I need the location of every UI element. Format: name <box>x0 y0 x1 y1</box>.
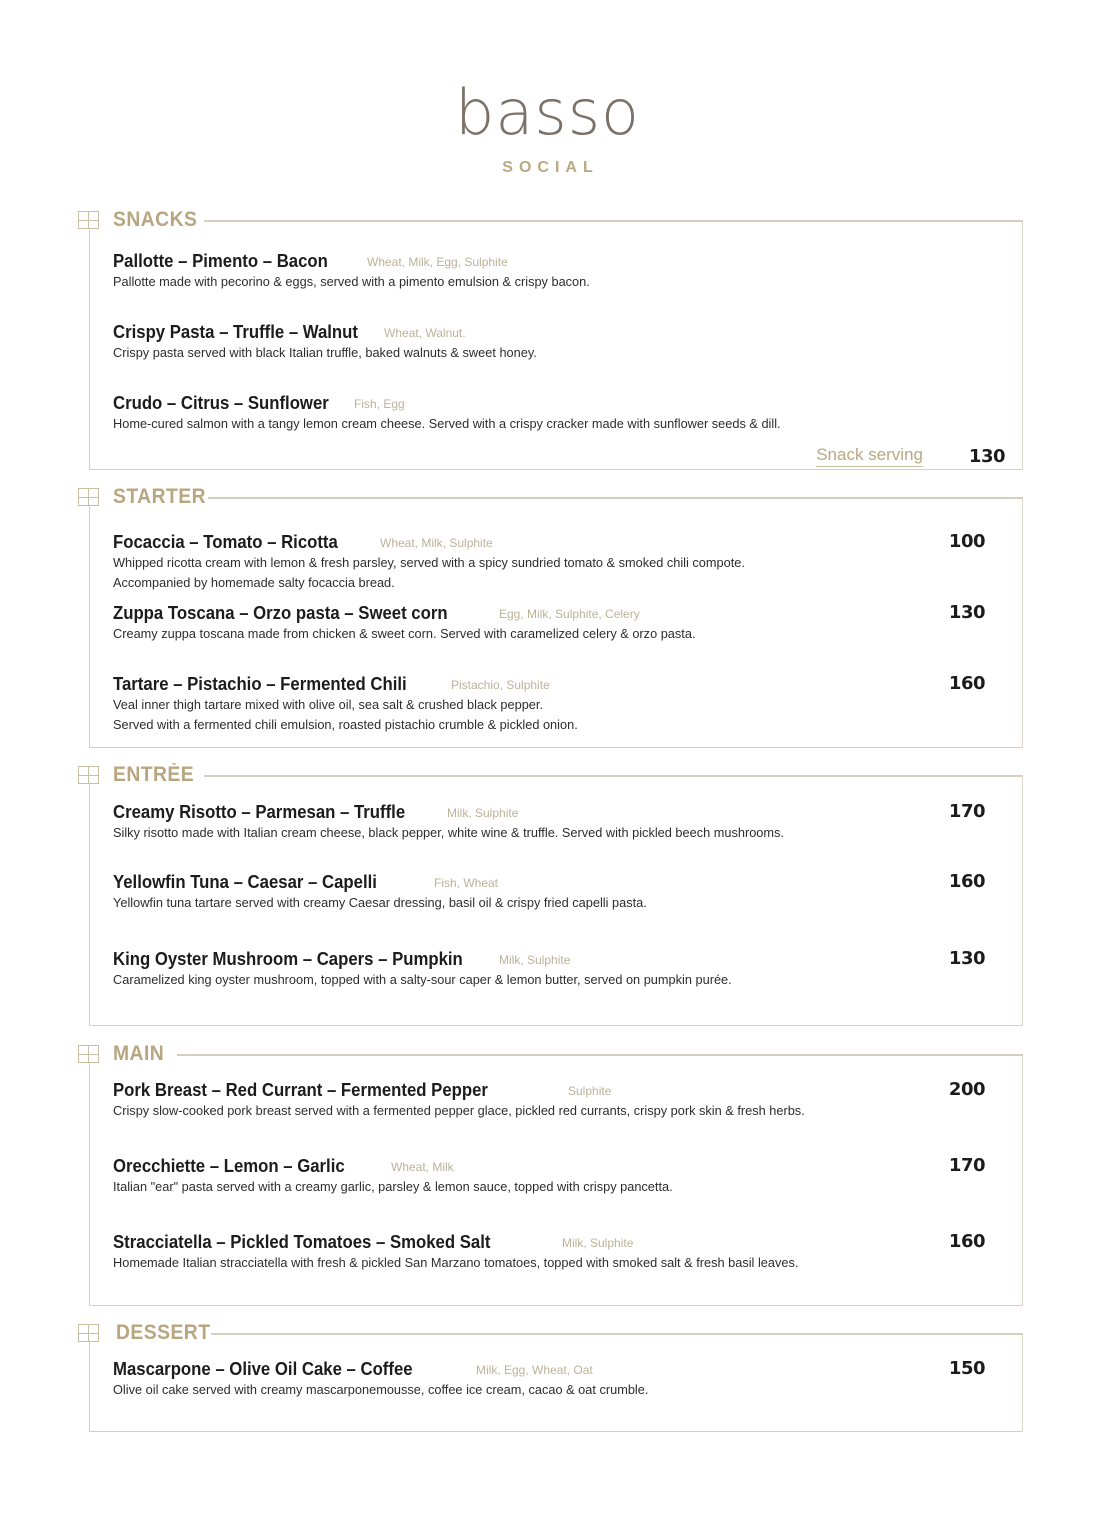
item-allergens: Egg, Milk, Sulphite, Celery <box>499 607 640 621</box>
item-price: 100 <box>948 531 985 552</box>
section-entree <box>78 763 1023 1026</box>
item-description: Accompanied by homemade salty focaccia bread. <box>113 575 395 590</box>
item-description: Silky risotto made with Italian cream cheese, black pepper, white wine & truffle. Served with pickled beech mushrooms. <box>113 825 784 840</box>
item-allergens: Milk, Egg, Wheat, Oat <box>476 1363 593 1377</box>
section-divider <box>177 1054 1023 1056</box>
item-description: Italian "ear" pasta served with a creamy garlic, parsley & lemon sauce, topped with crispy pancetta. <box>113 1179 673 1194</box>
item-name: Orecchiette – Lemon – Garlic <box>113 1156 345 1176</box>
item-name: Focaccia – Tomato – Ricotta <box>113 532 338 552</box>
grid-icon <box>78 1324 99 1342</box>
item-price: 160 <box>948 871 985 892</box>
grid-icon <box>78 766 99 784</box>
section-divider <box>204 775 1023 777</box>
item-price: 170 <box>948 1155 985 1176</box>
item-description: Crispy slow-cooked pork breast served with a fermented pepper glace, pickled red currants, crispy pork skin & fresh herbs. <box>113 1103 805 1118</box>
section-header <box>78 1321 1023 1345</box>
section-title: DESSERT <box>116 1321 211 1344</box>
item-name: Zuppa Toscana – Orzo pasta – Sweet corn <box>113 603 448 623</box>
item-allergens: Fish, Egg <box>354 397 405 411</box>
item-price: 160 <box>948 673 985 694</box>
item-allergens: Wheat, Milk <box>391 1160 454 1174</box>
section-divider <box>204 220 1023 222</box>
item-description: Whipped ricotta cream with lemon & fresh parsley, served with a spicy sundried tomato & smoked chili compote. <box>113 555 745 570</box>
menu-item <box>113 673 1013 735</box>
item-name: Creamy Risotto – Parmesan – Truffle <box>113 802 406 822</box>
menu-item <box>113 392 1013 434</box>
menu-item <box>113 871 1013 913</box>
item-name: Tartare – Pistachio – Fermented Chili <box>113 674 407 694</box>
section-main <box>78 1042 1023 1306</box>
item-description: Homemade Italian stracciatella with fresh & pickled San Marzano tomatoes, topped with smoked salt & fresh basil leaves. <box>113 1255 799 1270</box>
menu-item <box>113 948 1013 990</box>
menu-item <box>113 1358 1013 1400</box>
item-name: Stracciatella – Pickled Tomatoes – Smoked Salt <box>113 1232 491 1252</box>
item-allergens: Wheat, Walnut. <box>384 326 466 340</box>
item-allergens: Wheat, Milk, Egg, Sulphite <box>367 255 508 269</box>
item-price: 150 <box>948 1358 985 1379</box>
item-allergens: Sulphite <box>568 1084 612 1098</box>
grid-icon <box>78 488 99 506</box>
menu-item <box>113 1155 1013 1197</box>
grid-icon <box>78 211 99 229</box>
item-description: Creamy zuppa toscana made from chicken & sweet corn. Served with caramelized celery & orzo pasta. <box>113 626 696 641</box>
item-price: 160 <box>948 1231 985 1252</box>
item-name: Mascarpone – Olive Oil Cake – Coffee <box>113 1359 413 1379</box>
section-header <box>78 485 1023 509</box>
item-description: Home-cured salmon with a tangy lemon cream cheese. Served with a crispy cracker made with sunflower seeds & dill. <box>113 416 781 431</box>
item-name: Yellowfin Tuna – Caesar – Capelli <box>113 872 377 892</box>
section-dessert <box>78 1321 1023 1432</box>
item-description: Veal inner thigh tartare mixed with olive oil, sea salt & crushed black pepper. <box>113 697 543 712</box>
menu-item <box>113 602 1013 644</box>
item-description: Served with a fermented chili emulsion, roasted pistachio crumble & pickled onion. <box>113 717 578 732</box>
menu-item <box>113 321 1013 363</box>
menu-item <box>113 250 1013 292</box>
menu-item <box>113 1231 1013 1273</box>
brand-subtitle: SOCIAL <box>502 159 599 176</box>
section-divider <box>208 497 1023 499</box>
item-description: Caramelized king oyster mushroom, topped with a salty-sour caper & lemon butter, served on pumpkin purée. <box>113 972 732 987</box>
item-allergens: Wheat, Milk, Sulphite <box>380 536 493 550</box>
item-description: Pallotte made with pecorino & eggs, served with a pimento emulsion & crispy bacon. <box>113 274 590 289</box>
item-name: Crispy Pasta – Truffle – Walnut <box>113 322 358 342</box>
item-name: King Oyster Mushroom – Capers – Pumpkin <box>113 949 463 969</box>
section-title: ENTRÈE <box>113 763 195 786</box>
item-description: Yellowfin tuna tartare served with creamy Caesar dressing, basil oil & crispy fried capelli pasta. <box>113 895 647 910</box>
item-price: 130 <box>948 602 985 623</box>
item-name: Crudo – Citrus – Sunflower <box>113 393 329 413</box>
item-name: Pallotte – Pimento – Bacon <box>113 251 328 271</box>
section-header <box>78 1042 1023 1066</box>
snack-serving-price: 130 <box>968 446 1005 467</box>
section-header <box>78 763 1023 787</box>
item-allergens: Pistachio, Sulphite <box>451 678 550 692</box>
item-price: 170 <box>948 801 985 822</box>
snack-serving-label: Snack serving <box>816 445 923 467</box>
item-price: 200 <box>948 1079 985 1100</box>
section-header <box>78 208 1023 232</box>
item-allergens: Fish, Wheat <box>434 876 499 890</box>
item-description: Olive oil cake served with creamy mascarponemousse, coffee ice cream, cacao & oat crumble. <box>113 1382 649 1397</box>
item-name: Pork Breast – Red Currant – Fermented Pepper <box>113 1080 488 1100</box>
section-title: SNACKS <box>113 208 198 231</box>
item-allergens: Milk, Sulphite <box>447 806 519 820</box>
menu-item <box>113 1079 1013 1121</box>
section-title: STARTER <box>113 485 207 508</box>
section-divider <box>211 1333 1023 1335</box>
section-starter <box>78 485 1023 748</box>
section-snacks <box>78 208 1023 470</box>
item-price: 130 <box>948 948 985 969</box>
item-description: Crispy pasta served with black Italian truffle, baked walnuts & sweet honey. <box>113 345 537 360</box>
item-allergens: Milk, Sulphite <box>562 1236 634 1250</box>
menu-item <box>113 801 1013 843</box>
section-title: MAIN <box>113 1042 165 1065</box>
item-allergens: Milk, Sulphite <box>499 953 571 967</box>
menu-item <box>113 531 1013 593</box>
grid-icon <box>78 1045 99 1063</box>
brand-logo: basso <box>455 76 640 149</box>
